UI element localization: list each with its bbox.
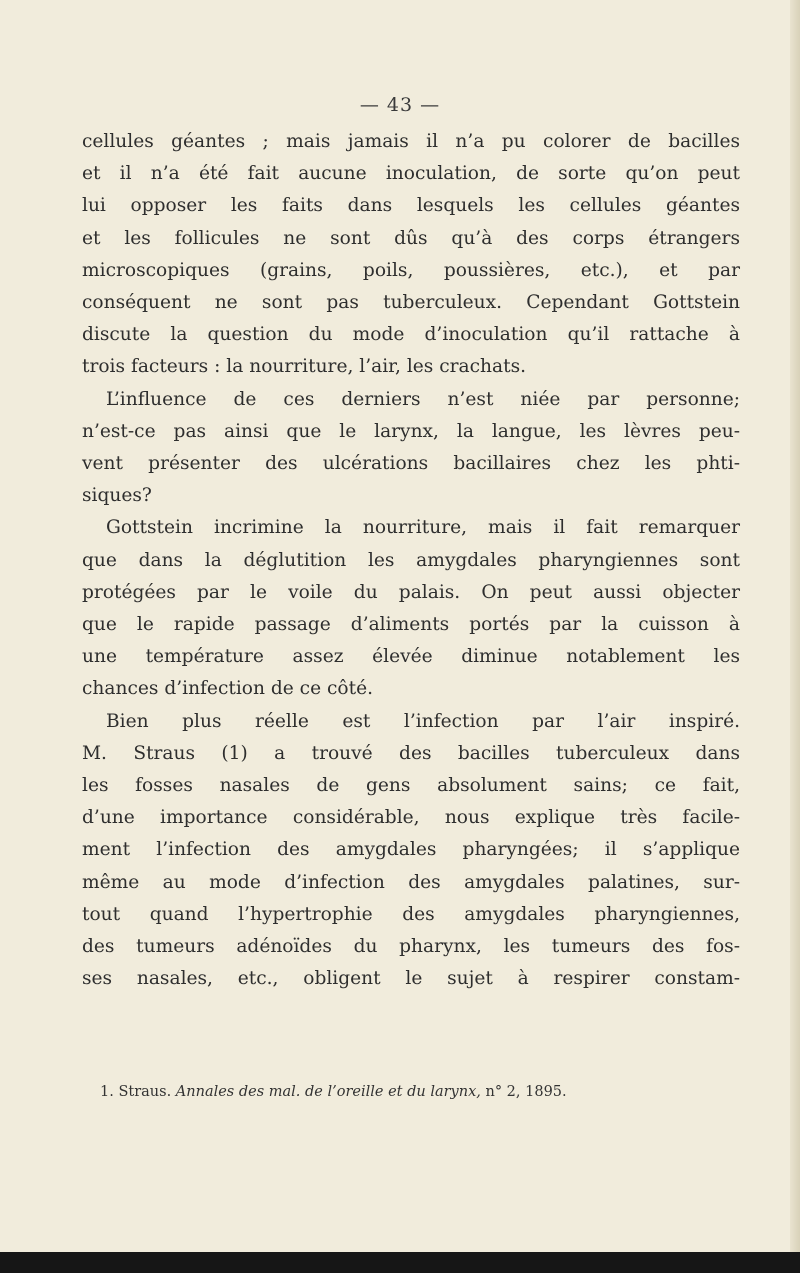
text-line: protégées par le voile du palais. On peut aussi objecter <box>82 581 740 603</box>
text-line: une température assez élevée diminue notablement les <box>82 646 740 668</box>
text-line: Gottstein incrimine la nourriture, mais il fait remarquer <box>106 517 740 539</box>
text-line: que le rapide passage d’aliments portés par la cuisson à <box>82 614 740 636</box>
text-line: cellules géantes ; mais jamais il n’a pu colorer de bacilles <box>82 131 740 152</box>
text-line: siques? <box>82 485 152 507</box>
footnote-author: Straus. <box>118 1084 172 1100</box>
text-line: ses nasales, etc., obligent le sujet à respirer constam- <box>82 968 740 990</box>
text-line: des tumeurs adénoïdes du pharynx, les tumeurs des fos- <box>82 936 740 958</box>
paragraph-4 <box>82 706 740 996</box>
page-edge <box>790 0 800 1252</box>
text-line: microscopiques (grains, poils, poussières, etc.), et par <box>82 259 740 281</box>
text-line: lui opposer les faits dans lesquels les cellules géantes <box>82 195 740 217</box>
page-number: — 43 — <box>359 94 441 116</box>
text-line: chances d’infection de ce côté. <box>82 678 373 700</box>
text-line: n’est-ce pas ainsi que le larynx, la langue, les lèvres peu- <box>82 420 740 442</box>
body-text <box>82 126 740 995</box>
paragraph-3 <box>82 512 740 705</box>
footnote <box>100 1084 740 1100</box>
text-line: L’influence de ces derniers n’est niée par personne; <box>106 388 740 410</box>
text-line: conséquent ne sont pas tuberculeux. Cependant Gottstein <box>82 292 740 314</box>
text-line: trois facteurs : la nourriture, l’air, les crachats. <box>82 356 527 378</box>
footnote-number: 1. <box>100 1084 114 1100</box>
text-line: tout quand l’hypertrophie des amygdales pharyngiennes, <box>82 903 740 925</box>
text-line: discute la question du mode d’inoculation qu’il rattache à <box>82 324 740 346</box>
scan-bottom-edge <box>0 1252 800 1273</box>
footnote-title: Annales des mal. de l’oreille et du larynx, <box>175 1084 481 1100</box>
text-line: vent présenter des ulcérations bacillaires chez les phti- <box>82 453 740 475</box>
paragraph-1 <box>82 126 740 384</box>
text-line: Bien plus réelle est l’infection par l’air inspiré. <box>106 710 740 732</box>
text-line: même au mode d’infection des amygdales palatines, sur- <box>82 871 740 893</box>
text-line: et les follicules ne sont dûs qu’à des corps étrangers <box>82 227 740 249</box>
text-line: les fosses nasales de gens absolument sains; ce fait, <box>82 775 740 797</box>
text-line: M. Straus (1) a trouvé des bacilles tuberculeux dans <box>82 742 740 764</box>
paragraph-2 <box>82 384 740 513</box>
text-line: ment l’infection des amygdales pharyngées; il s’applique <box>82 839 740 861</box>
footnote-details: n° 2, 1895. <box>485 1084 567 1100</box>
text-line: d’une importance considérable, nous explique très facile- <box>82 807 740 829</box>
text-line: que dans la déglutition les amygdales pharyngiennes sont <box>82 549 740 571</box>
text-line: et il n’a été fait aucune inoculation, de sorte qu’on peut <box>82 163 740 185</box>
